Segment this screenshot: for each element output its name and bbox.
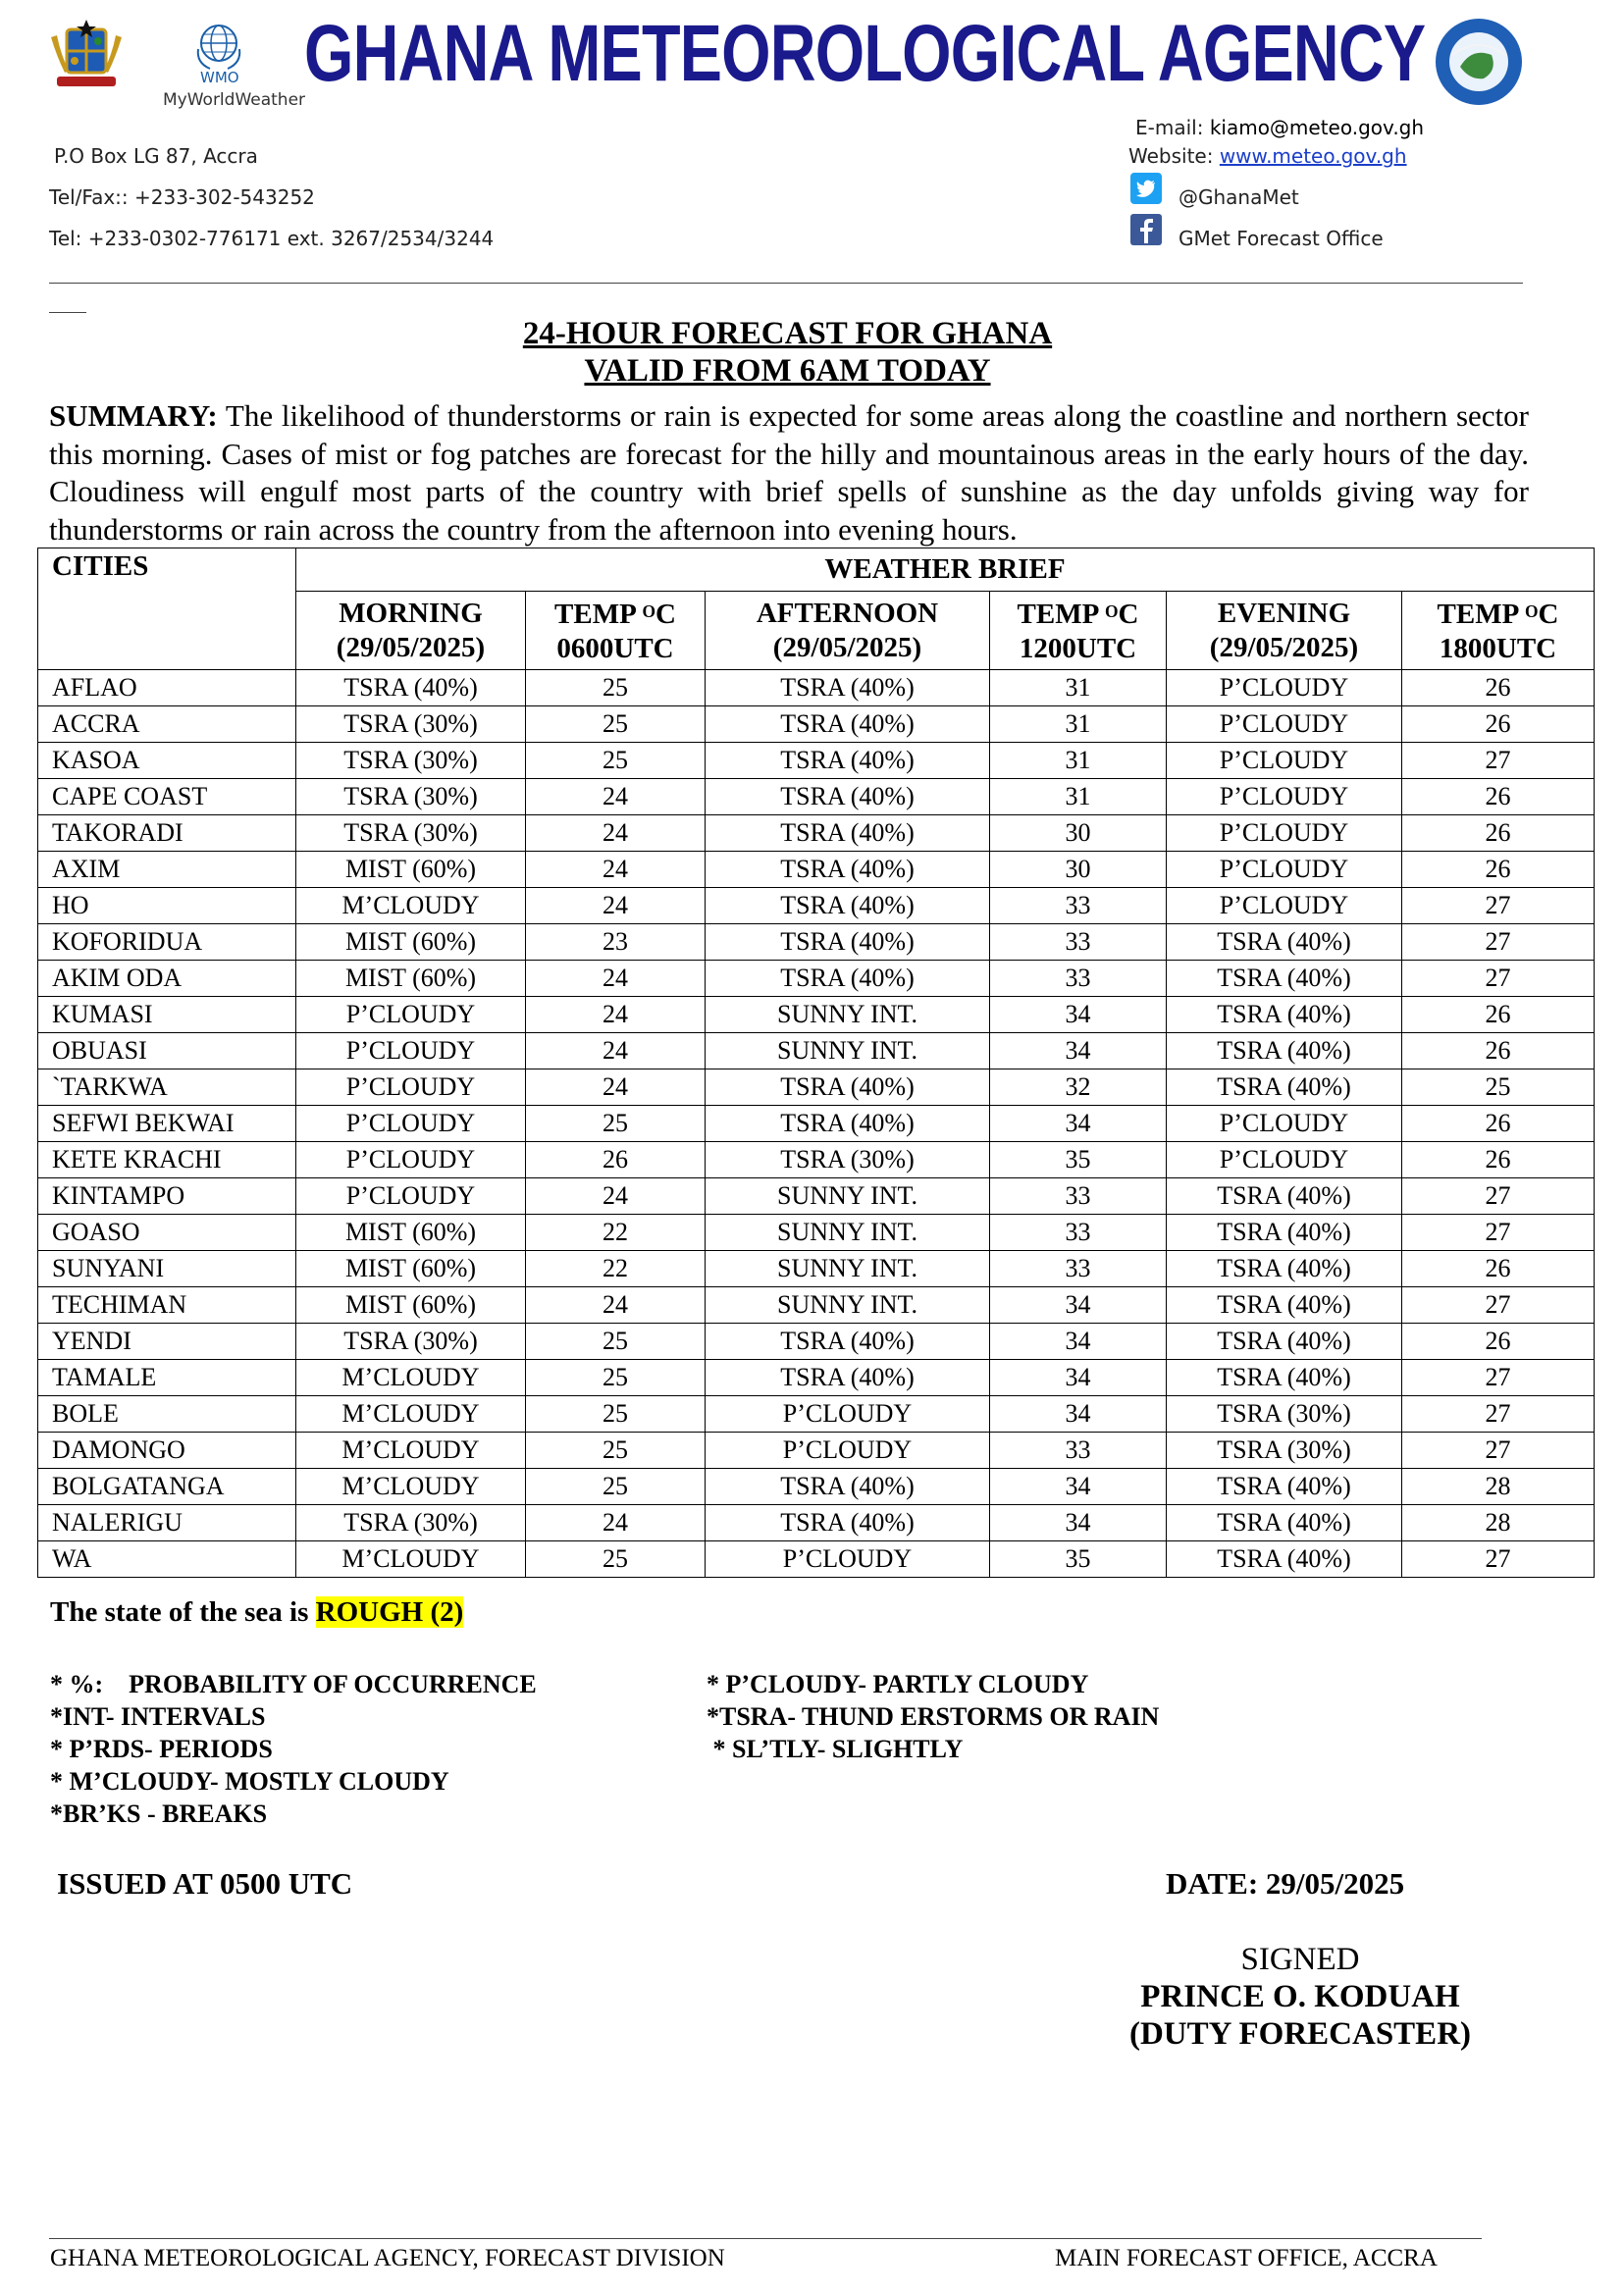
summary-paragraph bbox=[49, 397, 1529, 548]
cell-temp-1800: 27 bbox=[1402, 924, 1595, 961]
cell-temp-0600: 23 bbox=[526, 924, 706, 961]
forecast-heading: 24-HOUR FORECAST FOR GHANA bbox=[522, 316, 1053, 351]
cell-temp-0600: 24 bbox=[526, 888, 706, 924]
forecast-table bbox=[37, 548, 1595, 1578]
cell-temp-1200: 34 bbox=[990, 1396, 1167, 1433]
cell-afternoon: P’CLOUDY bbox=[706, 1433, 990, 1469]
cell-afternoon: TSRA (40%) bbox=[706, 852, 990, 888]
cell-temp-0600: 24 bbox=[526, 779, 706, 815]
cell-temp-0600: 24 bbox=[526, 815, 706, 852]
cell-morning: TSRA (30%) bbox=[296, 706, 526, 743]
cell-afternoon: SUNNY INT. bbox=[706, 1287, 990, 1324]
twitter-icon[interactable] bbox=[1130, 173, 1162, 204]
cell-temp-1800: 27 bbox=[1402, 888, 1595, 924]
cell-city: KOFORIDUA bbox=[38, 924, 296, 961]
cell-morning: TSRA (40%) bbox=[296, 670, 526, 706]
cell-city: TAKORADI bbox=[38, 815, 296, 852]
cell-morning: M’CLOUDY bbox=[296, 1396, 526, 1433]
cell-morning: M’CLOUDY bbox=[296, 1469, 526, 1505]
summary-label: SUMMARY: bbox=[49, 398, 218, 433]
cell-city: ACCRA bbox=[38, 706, 296, 743]
cell-morning: P’CLOUDY bbox=[296, 997, 526, 1033]
cell-afternoon: TSRA (40%) bbox=[706, 1505, 990, 1541]
cell-evening: TSRA (40%) bbox=[1167, 1069, 1402, 1106]
cell-evening: P’CLOUDY bbox=[1167, 670, 1402, 706]
legend-item: *BR’KS - BREAKS bbox=[50, 1799, 268, 1828]
cell-afternoon: TSRA (40%) bbox=[706, 815, 990, 852]
cell-temp-0600: 24 bbox=[526, 997, 706, 1033]
cell-city: KINTAMPO bbox=[38, 1178, 296, 1215]
cell-temp-0600: 25 bbox=[526, 1469, 706, 1505]
cell-evening: TSRA (40%) bbox=[1167, 1178, 1402, 1215]
legend-item: * M’CLOUDY- MOSTLY CLOUDY bbox=[50, 1767, 449, 1796]
legend-item: * P’RDS- PERIODS bbox=[50, 1735, 273, 1763]
cell-evening: TSRA (40%) bbox=[1167, 1251, 1402, 1287]
website-link[interactable]: www.meteo.gov.gh bbox=[1219, 144, 1407, 168]
cell-city: `TARKWA bbox=[38, 1069, 296, 1106]
cell-morning: MIST (60%) bbox=[296, 961, 526, 997]
legend-left bbox=[50, 1668, 537, 1830]
cell-temp-0600: 22 bbox=[526, 1251, 706, 1287]
table-row bbox=[38, 1505, 1595, 1541]
cell-afternoon: TSRA (40%) bbox=[706, 924, 990, 961]
email-line bbox=[1135, 116, 1424, 139]
table-row bbox=[38, 1251, 1595, 1287]
cell-city: NALERIGU bbox=[38, 1505, 296, 1541]
cell-temp-1200: 33 bbox=[990, 961, 1167, 997]
website-label: Website: bbox=[1128, 144, 1214, 168]
col-morning: MORNING (29/05/2025) bbox=[296, 592, 526, 670]
col-temp-1800: TEMP $^O$C 1800UTC bbox=[1402, 592, 1595, 670]
twitter-handle[interactable]: @GhanaMet bbox=[1179, 185, 1299, 209]
cell-city: AXIM bbox=[38, 852, 296, 888]
cell-evening: P’CLOUDY bbox=[1167, 743, 1402, 779]
cell-temp-1800: 26 bbox=[1402, 852, 1595, 888]
footer-right: MAIN FORECAST OFFICE, ACCRA bbox=[1055, 2245, 1438, 2271]
table-row bbox=[38, 670, 1595, 706]
cell-afternoon: TSRA (40%) bbox=[706, 1469, 990, 1505]
cell-evening: P’CLOUDY bbox=[1167, 888, 1402, 924]
cell-morning: TSRA (30%) bbox=[296, 1505, 526, 1541]
cell-city: BOLE bbox=[38, 1396, 296, 1433]
gmet-logo bbox=[1433, 16, 1525, 108]
cell-temp-0600: 25 bbox=[526, 743, 706, 779]
sea-state bbox=[50, 1596, 463, 1629]
cell-temp-1200: 32 bbox=[990, 1069, 1167, 1106]
cell-morning: P’CLOUDY bbox=[296, 1069, 526, 1106]
table-row bbox=[38, 1360, 1595, 1396]
col-afternoon: AFTERNOON (29/05/2025) bbox=[706, 592, 990, 670]
cell-city: KETE KRACHI bbox=[38, 1142, 296, 1178]
cell-temp-1800: 26 bbox=[1402, 1251, 1595, 1287]
po-box: P.O Box LG 87, Accra bbox=[54, 144, 258, 168]
myworldweather-label: MyWorldWeather bbox=[163, 90, 306, 110]
cell-temp-1200: 30 bbox=[990, 815, 1167, 852]
cell-temp-1800: 28 bbox=[1402, 1469, 1595, 1505]
cell-evening: TSRA (30%) bbox=[1167, 1433, 1402, 1469]
cell-evening: P’CLOUDY bbox=[1167, 1142, 1402, 1178]
cell-temp-1800: 27 bbox=[1402, 1541, 1595, 1578]
wmo-logo bbox=[192, 20, 245, 75]
cell-temp-1800: 26 bbox=[1402, 1106, 1595, 1142]
cell-morning: MIST (60%) bbox=[296, 924, 526, 961]
cell-temp-1800: 27 bbox=[1402, 1396, 1595, 1433]
table-row bbox=[38, 924, 1595, 961]
cell-afternoon: TSRA (40%) bbox=[706, 961, 990, 997]
legend-item: * P’CLOUDY- PARTLY CLOUDY bbox=[707, 1670, 1089, 1698]
cell-temp-1800: 26 bbox=[1402, 1324, 1595, 1360]
legend-item: *TSRA- THUND ERSTORMS OR RAIN bbox=[707, 1702, 1160, 1731]
table-row bbox=[38, 1142, 1595, 1178]
cell-temp-1200: 31 bbox=[990, 670, 1167, 706]
cell-city: AKIM ODA bbox=[38, 961, 296, 997]
cell-temp-1800: 27 bbox=[1402, 1178, 1595, 1215]
legend-right bbox=[707, 1668, 1159, 1765]
cell-temp-1800: 27 bbox=[1402, 1433, 1595, 1469]
cell-morning: TSRA (30%) bbox=[296, 779, 526, 815]
telephone: Tel: +233-0302-776171 ext. 3267/2534/3244 bbox=[49, 227, 495, 250]
legend-item: *INT- INTERVALS bbox=[50, 1702, 266, 1731]
cell-temp-1200: 31 bbox=[990, 743, 1167, 779]
table-row bbox=[38, 852, 1595, 888]
cell-temp-1800: 26 bbox=[1402, 706, 1595, 743]
cell-evening: TSRA (40%) bbox=[1167, 1469, 1402, 1505]
cell-afternoon: SUNNY INT. bbox=[706, 1178, 990, 1215]
cell-temp-1200: 33 bbox=[990, 1215, 1167, 1251]
email-address[interactable]: kiamo@meteo.gov.gh bbox=[1209, 116, 1425, 139]
cell-temp-1200: 30 bbox=[990, 852, 1167, 888]
cell-afternoon: P’CLOUDY bbox=[706, 1541, 990, 1578]
cell-temp-1200: 31 bbox=[990, 779, 1167, 815]
table-row bbox=[38, 1469, 1595, 1505]
cell-afternoon: TSRA (40%) bbox=[706, 888, 990, 924]
table-row bbox=[38, 779, 1595, 815]
header-divider-stub bbox=[49, 312, 86, 313]
cell-evening: TSRA (40%) bbox=[1167, 1505, 1402, 1541]
table-row bbox=[38, 706, 1595, 743]
cell-afternoon: TSRA (40%) bbox=[706, 670, 990, 706]
cell-city: KASOA bbox=[38, 743, 296, 779]
table-row bbox=[38, 1541, 1595, 1578]
footer-left: GHANA METEOROLOGICAL AGENCY, FORECAST DIVISION bbox=[50, 2245, 725, 2271]
col-temp-1200: TEMP $^O$C 1200UTC bbox=[990, 592, 1167, 670]
table-row bbox=[38, 1069, 1595, 1106]
table-row bbox=[38, 743, 1595, 779]
cell-temp-1800: 28 bbox=[1402, 1505, 1595, 1541]
cell-evening: TSRA (40%) bbox=[1167, 1324, 1402, 1360]
cell-afternoon: TSRA (40%) bbox=[706, 706, 990, 743]
table-row bbox=[38, 1433, 1595, 1469]
cell-evening: TSRA (40%) bbox=[1167, 997, 1402, 1033]
cell-temp-0600: 25 bbox=[526, 1360, 706, 1396]
cell-morning: MIST (60%) bbox=[296, 1215, 526, 1251]
cell-temp-1200: 34 bbox=[990, 997, 1167, 1033]
email-label: E-mail: bbox=[1135, 116, 1204, 139]
cell-evening: P’CLOUDY bbox=[1167, 852, 1402, 888]
cell-morning: M’CLOUDY bbox=[296, 888, 526, 924]
cell-city: SEFWI BEKWAI bbox=[38, 1106, 296, 1142]
cell-temp-0600: 25 bbox=[526, 670, 706, 706]
cell-temp-1200: 31 bbox=[990, 706, 1167, 743]
table-row bbox=[38, 961, 1595, 997]
table-row bbox=[38, 1215, 1595, 1251]
cell-temp-0600: 24 bbox=[526, 1178, 706, 1215]
cell-city: DAMONGO bbox=[38, 1433, 296, 1469]
cell-temp-1800: 27 bbox=[1402, 1287, 1595, 1324]
cell-city: CAPE COAST bbox=[38, 779, 296, 815]
cell-evening: TSRA (30%) bbox=[1167, 1396, 1402, 1433]
cell-afternoon: SUNNY INT. bbox=[706, 1251, 990, 1287]
legend-item: * %: PROBABILITY OF OCCURRENCE bbox=[50, 1670, 537, 1698]
signature-block bbox=[1079, 1941, 1521, 2053]
cell-temp-1200: 35 bbox=[990, 1541, 1167, 1578]
cell-evening: TSRA (40%) bbox=[1167, 1541, 1402, 1578]
cell-afternoon: TSRA (40%) bbox=[706, 1360, 990, 1396]
forecaster-name: PRINCE O. KODUAH bbox=[1140, 1979, 1460, 2014]
summary-text: The likelihood of thunderstorms or rain is expected for some areas along the coastline and northern sector this morning. Cases of mist or fog patches are forecast for the hilly and mountainous areas in the early hours of the day. Cloudiness will engulf most parts of the country with brief spells of sunshine as the day unfolds giving way for thunderstorms or rain across the country from the afternoon into evening hours. bbox=[49, 398, 1529, 547]
cell-city: SUNYANI bbox=[38, 1251, 296, 1287]
cell-temp-0600: 24 bbox=[526, 852, 706, 888]
header-divider bbox=[49, 283, 1523, 284]
table-row bbox=[38, 1178, 1595, 1215]
cell-temp-1200: 33 bbox=[990, 888, 1167, 924]
table-row bbox=[38, 1396, 1595, 1433]
sea-state-label: The state of the sea is bbox=[50, 1596, 316, 1628]
cell-morning: P’CLOUDY bbox=[296, 1106, 526, 1142]
cell-city: TAMALE bbox=[38, 1360, 296, 1396]
cell-temp-0600: 24 bbox=[526, 1287, 706, 1324]
cell-city: YENDI bbox=[38, 1324, 296, 1360]
legend-item: * SL’TLY- SLIGHTLY bbox=[707, 1735, 964, 1763]
cell-temp-1800: 26 bbox=[1402, 815, 1595, 852]
cell-evening: P’CLOUDY bbox=[1167, 1106, 1402, 1142]
cell-afternoon: SUNNY INT. bbox=[706, 997, 990, 1033]
cell-morning: P’CLOUDY bbox=[296, 1178, 526, 1215]
cell-city: WA bbox=[38, 1541, 296, 1578]
cell-temp-1200: 33 bbox=[990, 1433, 1167, 1469]
cell-evening: TSRA (40%) bbox=[1167, 1215, 1402, 1251]
facebook-icon[interactable] bbox=[1130, 214, 1162, 245]
cell-morning: M’CLOUDY bbox=[296, 1360, 526, 1396]
cell-temp-0600: 25 bbox=[526, 1106, 706, 1142]
cell-temp-0600: 24 bbox=[526, 1069, 706, 1106]
cell-evening: P’CLOUDY bbox=[1167, 815, 1402, 852]
cell-temp-1200: 33 bbox=[990, 1178, 1167, 1215]
wmo-label: WMO bbox=[200, 69, 239, 86]
cell-morning: M’CLOUDY bbox=[296, 1433, 526, 1469]
cell-afternoon: TSRA (40%) bbox=[706, 1324, 990, 1360]
forecaster-role: (DUTY FORECASTER) bbox=[1128, 2016, 1472, 2052]
cell-city: BOLGATANGA bbox=[38, 1469, 296, 1505]
cell-temp-1200: 34 bbox=[990, 1505, 1167, 1541]
cell-temp-0600: 25 bbox=[526, 1433, 706, 1469]
cell-evening: TSRA (40%) bbox=[1167, 1287, 1402, 1324]
cell-city: AFLAO bbox=[38, 670, 296, 706]
table-row bbox=[38, 1324, 1595, 1360]
cell-evening: TSRA (40%) bbox=[1167, 1033, 1402, 1069]
cell-city: GOASO bbox=[38, 1215, 296, 1251]
cell-morning: TSRA (30%) bbox=[296, 815, 526, 852]
cell-evening: TSRA (40%) bbox=[1167, 961, 1402, 997]
weather-brief-header: WEATHER BRIEF bbox=[296, 548, 1595, 592]
cell-morning: M’CLOUDY bbox=[296, 1541, 526, 1578]
footer-divider bbox=[49, 2238, 1482, 2239]
cell-afternoon: TSRA (40%) bbox=[706, 743, 990, 779]
cell-morning: TSRA (30%) bbox=[296, 1324, 526, 1360]
cell-temp-0600: 24 bbox=[526, 1033, 706, 1069]
cell-temp-0600: 26 bbox=[526, 1142, 706, 1178]
cell-temp-1800: 25 bbox=[1402, 1069, 1595, 1106]
cell-temp-0600: 25 bbox=[526, 1396, 706, 1433]
cell-temp-1800: 26 bbox=[1402, 1142, 1595, 1178]
cell-temp-1200: 33 bbox=[990, 924, 1167, 961]
cell-temp-1200: 35 bbox=[990, 1142, 1167, 1178]
validity-heading: VALID FROM 6AM TODAY bbox=[584, 353, 991, 389]
cities-header: CITIES bbox=[38, 548, 296, 670]
table-row bbox=[38, 1287, 1595, 1324]
cell-temp-0600: 25 bbox=[526, 1541, 706, 1578]
cell-evening: TSRA (40%) bbox=[1167, 924, 1402, 961]
cell-afternoon: P’CLOUDY bbox=[706, 1396, 990, 1433]
cell-temp-1800: 26 bbox=[1402, 670, 1595, 706]
issued-time: ISSUED AT 0500 UTC bbox=[57, 1866, 353, 1901]
cell-temp-0600: 25 bbox=[526, 1324, 706, 1360]
cell-temp-1800: 27 bbox=[1402, 743, 1595, 779]
cell-temp-1800: 26 bbox=[1402, 1033, 1595, 1069]
cell-afternoon: SUNNY INT. bbox=[706, 1215, 990, 1251]
cell-temp-1800: 27 bbox=[1402, 1360, 1595, 1396]
agency-title: GHANA METEOROLOGICAL AGENCY bbox=[304, 9, 1426, 98]
cell-temp-1800: 26 bbox=[1402, 779, 1595, 815]
cell-temp-1800: 26 bbox=[1402, 997, 1595, 1033]
cell-city: KUMASI bbox=[38, 997, 296, 1033]
cell-temp-0600: 24 bbox=[526, 1505, 706, 1541]
signed-label: SIGNED bbox=[1240, 1942, 1360, 1977]
cell-afternoon: TSRA (40%) bbox=[706, 779, 990, 815]
cell-morning: TSRA (30%) bbox=[296, 743, 526, 779]
table-row bbox=[38, 1106, 1595, 1142]
cell-temp-0600: 22 bbox=[526, 1215, 706, 1251]
cell-temp-1200: 34 bbox=[990, 1287, 1167, 1324]
cell-temp-0600: 25 bbox=[526, 706, 706, 743]
cell-temp-1200: 34 bbox=[990, 1360, 1167, 1396]
cell-temp-1800: 27 bbox=[1402, 1215, 1595, 1251]
col-temp-0600: TEMP $^O$C 0600UTC bbox=[526, 592, 706, 670]
cell-temp-0600: 24 bbox=[526, 961, 706, 997]
cell-temp-1800: 27 bbox=[1402, 961, 1595, 997]
cell-morning: MIST (60%) bbox=[296, 1287, 526, 1324]
table-row bbox=[38, 815, 1595, 852]
cell-morning: P’CLOUDY bbox=[296, 1033, 526, 1069]
issue-date: DATE: 29/05/2025 bbox=[1166, 1866, 1405, 1901]
cell-morning: MIST (60%) bbox=[296, 1251, 526, 1287]
cell-afternoon: SUNNY INT. bbox=[706, 1033, 990, 1069]
cell-city: OBUASI bbox=[38, 1033, 296, 1069]
tel-fax: Tel/Fax:: +233-302-543252 bbox=[49, 185, 315, 209]
website-line bbox=[1128, 144, 1407, 168]
table-row bbox=[38, 888, 1595, 924]
cell-afternoon: TSRA (40%) bbox=[706, 1106, 990, 1142]
cell-morning: MIST (60%) bbox=[296, 852, 526, 888]
cell-evening: TSRA (40%) bbox=[1167, 1360, 1402, 1396]
cell-evening: P’CLOUDY bbox=[1167, 779, 1402, 815]
cell-afternoon: TSRA (30%) bbox=[706, 1142, 990, 1178]
cell-temp-1200: 34 bbox=[990, 1469, 1167, 1505]
cell-evening: P’CLOUDY bbox=[1167, 706, 1402, 743]
cell-temp-1200: 33 bbox=[990, 1251, 1167, 1287]
table-row bbox=[38, 997, 1595, 1033]
sea-state-value: ROUGH (2) bbox=[315, 1596, 464, 1628]
cell-temp-1200: 34 bbox=[990, 1324, 1167, 1360]
col-evening: EVENING (29/05/2025) bbox=[1167, 592, 1402, 670]
cell-city: HO bbox=[38, 888, 296, 924]
cell-city: TECHIMAN bbox=[38, 1287, 296, 1324]
table-row bbox=[38, 1033, 1595, 1069]
ghana-coat-of-arms bbox=[47, 18, 126, 92]
cell-temp-1200: 34 bbox=[990, 1033, 1167, 1069]
cell-temp-1200: 34 bbox=[990, 1106, 1167, 1142]
cell-morning: P’CLOUDY bbox=[296, 1142, 526, 1178]
facebook-page[interactable]: GMet Forecast Office bbox=[1179, 227, 1384, 250]
cell-afternoon: TSRA (40%) bbox=[706, 1069, 990, 1106]
